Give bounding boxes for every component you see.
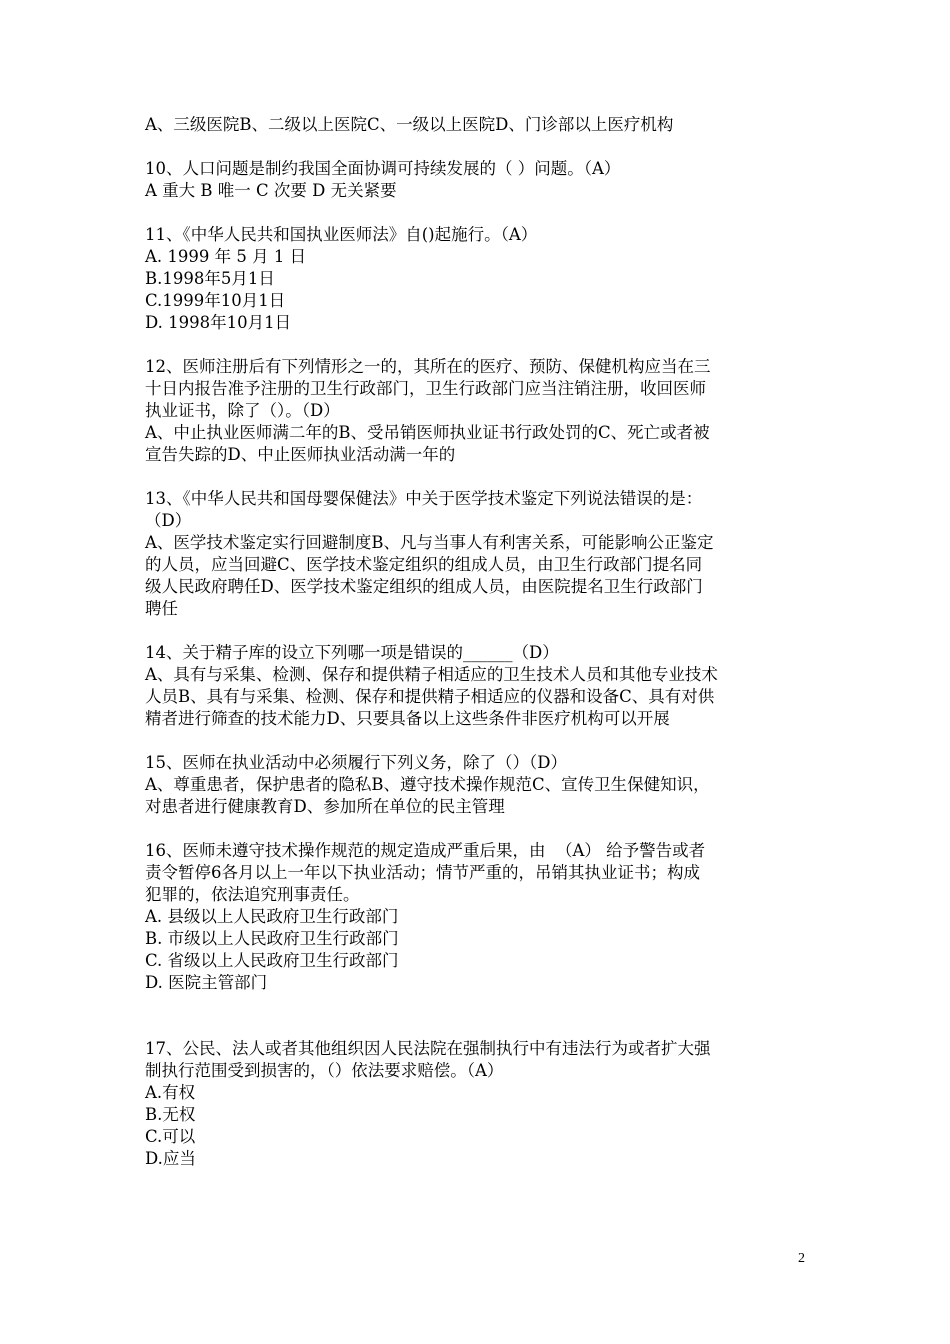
q11-option-a: A. 1999 年 5 月 1 日	[145, 247, 307, 266]
q14-options-line: 人员B、具有与采集、检测、保存和提供精子相适应的仪器和设备C、具有对供	[145, 687, 715, 706]
q16-option-c: C. 省级以上人民政府卫生行政部门	[145, 951, 399, 970]
q12-options-line: A、中止执业医师满二年的B、受吊销医师执业证书行政处罚的C、死亡或者被	[145, 423, 710, 442]
question-list	[145, 114, 813, 1170]
q17-option-b: B.无权	[145, 1105, 196, 1124]
q10-question: 10、人口问题是制约我国全面协调可持续发展的（ ）问题。（A）	[145, 159, 621, 178]
q14-options-line: 精者进行筛查的技术能力D、只要具备以上这些条件非医疗机构可以开展	[145, 709, 670, 728]
q13-options-line: A、医学技术鉴定实行回避制度B、凡与当事人有利害关系，可能影响公正鉴定	[145, 533, 714, 552]
q16-option-b: B. 市级以上人民政府卫生行政部门	[145, 929, 399, 948]
q17-question-line: 17、公民、法人或者其他组织因人民法院在强制执行中有违法行为或者扩大强	[145, 1039, 711, 1058]
q13-options-line: 的人员，应当回避C、医学技术鉴定组织的组成人员，由卫生行政部门提名同	[145, 555, 703, 574]
q11-option-c: C.1999年10月1日	[145, 291, 286, 310]
page-number: 2	[798, 1251, 805, 1266]
q14-question: 14、关于精子库的设立下列哪一项是错误的______（D）	[145, 643, 559, 662]
q13-question-line: 13、《中华人民共和国母婴保健法》中关于医学技术鉴定下列说法错误的是：	[145, 489, 703, 508]
q11-option-d: D. 1998年10月1日	[145, 313, 292, 332]
q11-option-b: B.1998年5月1日	[145, 269, 275, 288]
q13-options-line: 级人民政府聘任D、医学技术鉴定组织的组成人员，由医院提名卫生行政部门	[145, 577, 703, 596]
q12-question-line: 十日内报告准予注册的卫生行政部门，卫生行政部门应当注销注册，收回医师	[145, 379, 706, 398]
q10-options: A 重大 B 唯一 C 次要 D 无关紧要	[145, 181, 397, 200]
q12-question-line: 12、医师注册后有下列情形之一的，其所在的医疗、预防、保健机构应当在三	[145, 357, 711, 376]
q16-option-d: D. 医院主管部门	[145, 973, 268, 992]
q15-options-line: 对患者进行健康教育D、参加所在单位的民主管理	[145, 797, 505, 816]
q16-question-line: 犯罪的，依法追究刑事责任。	[145, 885, 360, 904]
q13-options-line: 聘任	[145, 599, 178, 618]
q17-option-a: A.有权	[145, 1083, 196, 1102]
q17-option-d: D.应当	[145, 1149, 196, 1168]
q9-options: A、三级医院B、二级以上医院C、一级以上医院D、门诊部以上医疗机构	[145, 115, 674, 134]
q16-question-line: 责令暂停6各月以上一年以下执业活动；情节严重的，吊销其执业证书；构成	[145, 863, 700, 882]
q16-question-line: 16、医师未遵守技术操作规范的规定造成严重后果，由 （A） 给予警告或者	[145, 841, 706, 860]
q11-question: 11、《中华人民共和国执业医师法》自()起施行。（A）	[145, 225, 538, 244]
q12-options-line: 宣告失踪的D、中止医师执业活动满一年的	[145, 445, 456, 464]
q12-question-line: 执业证书，除了（）。（D）	[145, 401, 340, 420]
q17-option-c: C.可以	[145, 1127, 196, 1146]
q17-question-line: 制执行范围受到损害的，（）依法要求赔偿。（A）	[145, 1061, 504, 1080]
q14-options-line: A、具有与采集、检测、保存和提供精子相适应的卫生技术人员和其他专业技术	[145, 665, 718, 684]
q13-question-line: （D）	[145, 511, 192, 530]
q15-question: 15、医师在执业活动中必须履行下列义务，除了（）（D）	[145, 753, 567, 772]
q16-option-a: A. 县级以上人民政府卫生行政部门	[145, 907, 399, 926]
q15-options-line: A、尊重患者，保护患者的隐私B、遵守技术操作规范C、宣传卫生保健知识，	[145, 775, 710, 794]
